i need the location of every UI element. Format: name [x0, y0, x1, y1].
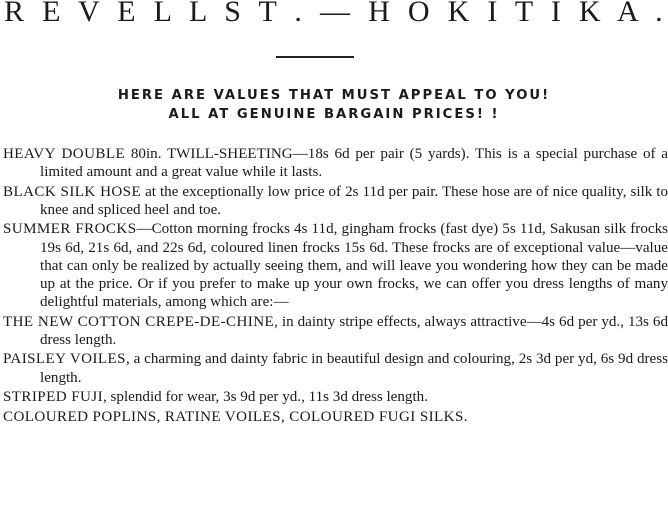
item-striped-fuji [0, 388, 668, 406]
item-text: , a charming and dainty fabric in beautiful design and colouring, 2s 3d per yd, 6s 9d dress length. [40, 351, 668, 386]
masthead-title: R E V E L L S T . — H O K I T I K A . [4, 0, 668, 28]
item-lead: BLACK SILK HOSE [3, 183, 142, 200]
item-coloured-poplins [0, 408, 668, 426]
item-lead: SUMMER FROCKS [3, 221, 137, 238]
item-text: , in dainty stripe effects, always attractive—4s 6d per yd., 13s 6d dress length. [40, 313, 668, 348]
item-lead: STRIPED FUJI [3, 389, 103, 406]
item-crepe-de-chine [0, 313, 668, 349]
item-twill-sheeting [0, 145, 668, 181]
divider-rule [276, 56, 354, 58]
item-lead: COLOURED POPLINS, RATINE VOILES, COLOURED FUGI SILKS. [3, 408, 468, 425]
item-text: 80in. TWILL-SHEETING—18s 6d per pair (5 yards). This is a special purchase of a limited amount and a great value while it lasts. [40, 146, 668, 181]
item-summer-frocks [0, 220, 668, 311]
item-lead: PAISLEY VOILES [3, 351, 126, 368]
headline-line-1: HERE ARE VALUES THAT MUST APPEAL TO YOU! [117, 88, 551, 103]
item-text: at the exceptionally low price of 2s 11d per pair. These hose are of nice quality, silk to knee and spliced heel and toe. [40, 183, 668, 218]
item-text: , splendid for wear, 3s 9d per yd., 11s 3d dress length. [103, 389, 428, 406]
item-text: —Cotton morning frocks 4s 11d, gingham frocks (fast dye) 5s 11d, Sakusan silk frocks 19s 6d, 21s 6d, and 22s 6d, coloured linen frocks 15s 6d. These frocks are of exceptional value—value that can only be realized by actually seeing them, and will leave you wondering how they can be made up at the price. Or if you prefer to make up your own frocks, we can offer you dress lengths of many delightful materials, among which are:— [40, 221, 668, 311]
headline-line-2: ALL AT GENUINE BARGAIN PRICES! ! [168, 107, 500, 122]
item-lead: THE NEW COTTON CREPE-DE-CHINE [3, 313, 275, 330]
item-lead: HEAVY DOUBLE [3, 146, 126, 162]
item-paisley-voiles [0, 350, 668, 386]
item-silk-hose [0, 183, 668, 219]
advert-body [0, 145, 668, 427]
